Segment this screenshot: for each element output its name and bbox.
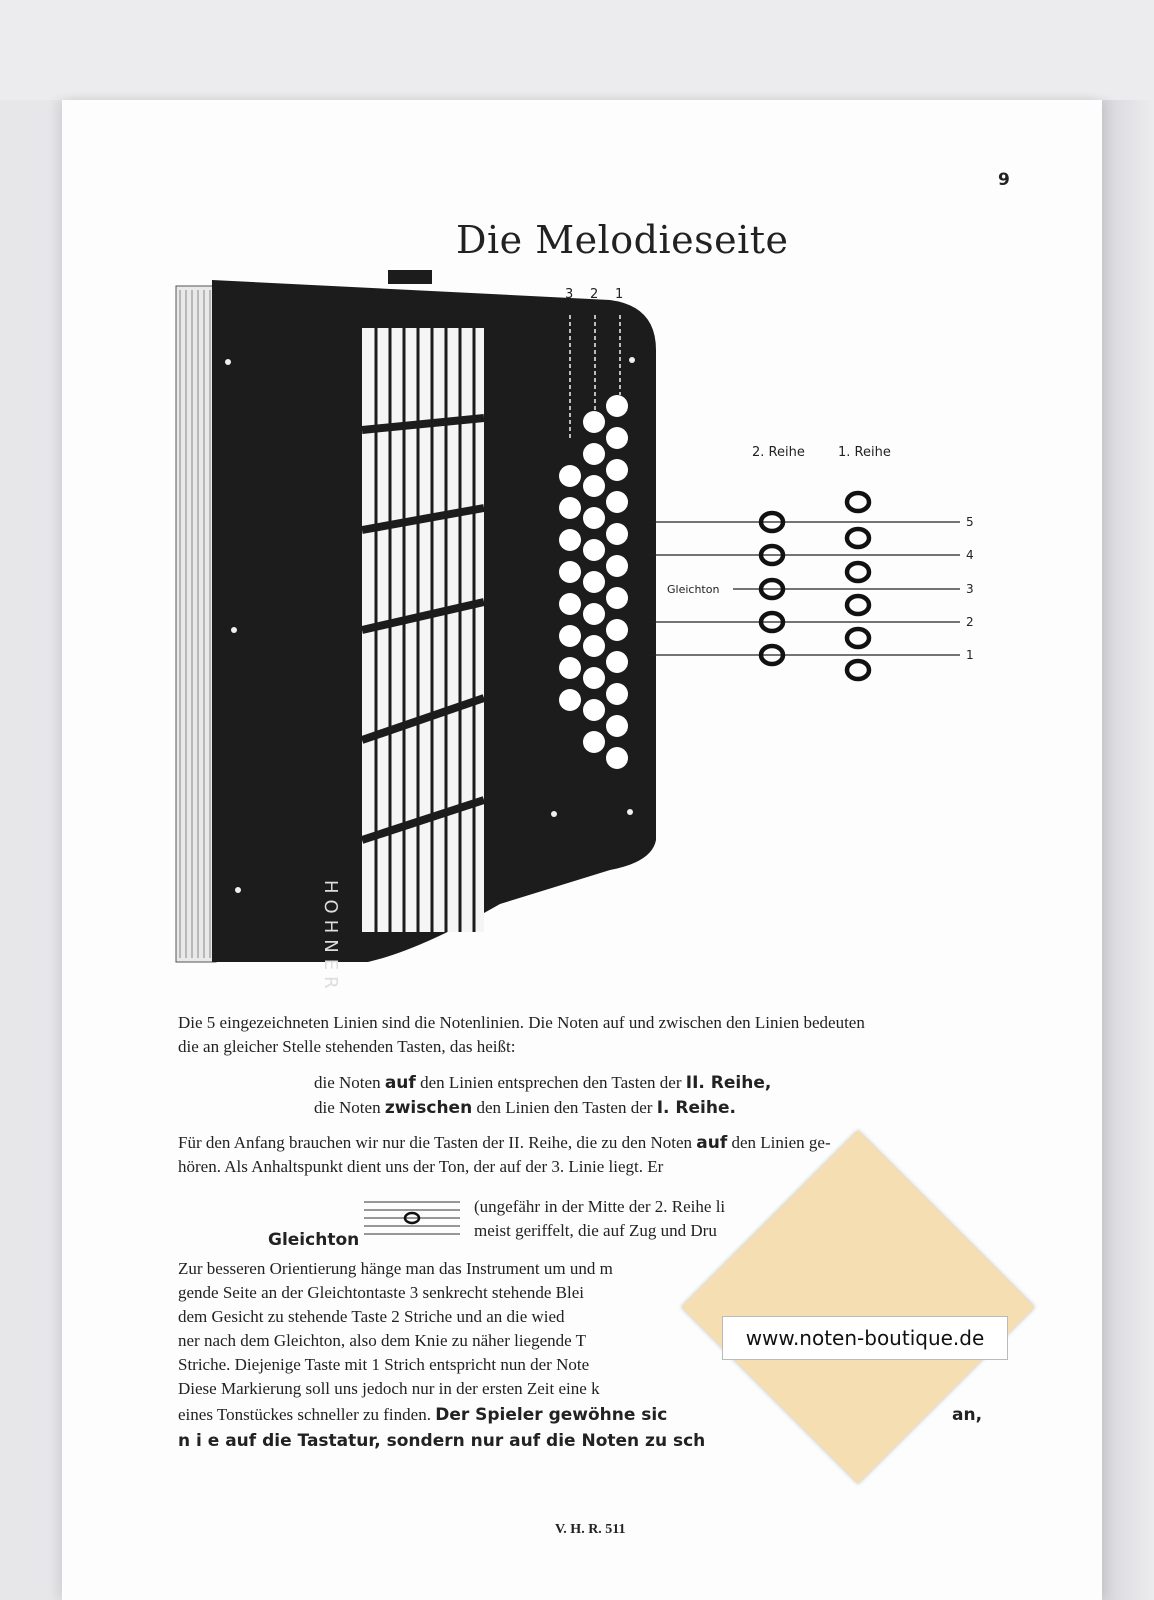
column-number-3: 3 (565, 287, 574, 302)
paragraph-1-line-2: die an gleicher Stelle stehenden Tasten, das heißt: (178, 1037, 516, 1056)
page-number: 9 (998, 170, 1010, 190)
column-number-1: 1 (615, 287, 624, 302)
rule-1: die Noten auf den Linien entsprechen den Tasten der II. Reihe, (314, 1073, 772, 1093)
paragraph-2-line-1: Für den Anfang brauchen wir nur die Tasten der II. Reihe, die zu den Noten auf den Linien ge- (178, 1133, 831, 1153)
column-number-2: 2 (590, 287, 599, 302)
line-number-2: 2 (966, 615, 974, 629)
line-number-5: 5 (966, 515, 974, 529)
gleichton-desc-line-2: meist geriffelt, die auf Zug und Dru (474, 1221, 717, 1240)
page-footer: V. H. R. 511 (555, 1522, 626, 1537)
accordion-strap-clip (388, 270, 432, 284)
paragraph-3-line-2: gende Seite an der Gleichtontaste 3 senkrecht stehende Blei (178, 1283, 584, 1302)
rule-2: die Noten zwischen den Linien den Tasten der I. Reihe. (314, 1098, 736, 1118)
paragraph-3-line-4: ner nach dem Gleichton, also dem Knie zu näher liegende T (178, 1331, 587, 1350)
paragraph-3-line-8: n i e auf die Tastatur, sondern nur auf die Noten zu sch (178, 1431, 706, 1451)
row-label-1: 1. Reihe (838, 445, 891, 460)
gleichton-desc-line-1: (ungefähr in der Mitte der 2. Reihe li (474, 1197, 726, 1216)
accordion-brand: HOHNER (320, 880, 341, 995)
paragraph-3-line-6: Diese Markierung soll uns jedoch nur in der ersten Zeit eine k (178, 1379, 600, 1398)
paragraph-1-line-1: Die 5 eingezeichneten Linien sind die Notenlinien. Die Noten auf und zwischen den Linien bedeuten (178, 1013, 865, 1032)
page-title: Die Melodieseite (456, 218, 789, 262)
notes-between-lines (847, 493, 869, 679)
paragraph-2-line-2: hören. Als Anhaltspunkt dient uns der Ton, der auf der 3. Linie liegt. Er (178, 1157, 664, 1176)
paragraph-3-line-7-end: an, (952, 1405, 983, 1425)
gleichton-word: Gleichton (268, 1230, 360, 1250)
gleichton-label: Gleichton (667, 583, 720, 596)
paragraph-3-line-5: Striche. Diejenige Taste mit 1 Strich entspricht nun der Note (178, 1355, 590, 1374)
paragraph-3-line-7: eines Tonstückes schneller zu finden. Der Spieler gewöhne sic (178, 1405, 668, 1425)
gleichton-staff (364, 1196, 460, 1242)
line-number-3: 3 (966, 582, 974, 596)
line-number-4: 4 (966, 548, 974, 562)
shop-url: www.noten-boutique.de (722, 1316, 1008, 1360)
paragraph-3-line-1: Zur besseren Orientierung hänge man das Instrument um und m (178, 1259, 613, 1278)
paragraph-3-line-3: dem Gesicht zu stehende Taste 2 Striche und an die wied (178, 1307, 565, 1326)
row-label-2: 2. Reihe (752, 445, 805, 460)
line-number-1: 1 (966, 648, 974, 662)
